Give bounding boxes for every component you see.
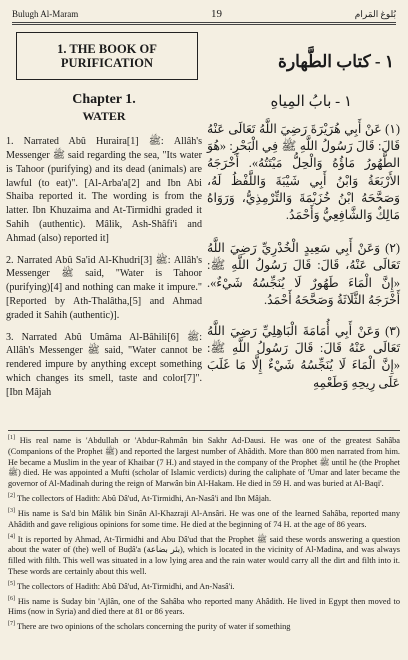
hadith-2-arabic: (٢) وَعَنْ أَبِي سَعِيدٍ الْخُدْرِيِّ رَضِيَ اللَّهُ تَعَالَى عَنْهُ، قَالَ: قَالَ رَسُولُ اللَّهِ ﷺ: «إِنَّ الْمَاءَ طَهُورٌ لَا يُنَجِّسُهُ شَيْءٌ». أَخْرَجَهُ الثَّلَاثَةُ وَصَحَّحَهُ أَحْمَدُ. — [207, 241, 400, 307]
english-column — [6, 32, 202, 400]
footnote: [2] The collectors of Hadith: Abû Dâ'ud, At-Tirmidhi, An-Nasâ'i and Ibn Mâjah. — [8, 493, 272, 504]
hadith-1-arabic: (١) عَنْ أَبِي هُرَيْرَةَ رَضِيَ اللَّهُ تَعَالَى عَنْهُ قَالَ: قَالَ رَسُولُ اللَّهِ ﷺ فِي الْبَحْرِ: «هُوَ الطَّهُورُ مَاؤُهُ وَالْحِلُّ مَيْتَتُهُ». أَخْرَجَهُ الأَرْبَعَةُ وَابْنُ أَبِي شَيْبَةَ وَاللَّفْظُ لَهُ، وَصَحَّحَهُ ابْنُ خُزَيْمَةَ وَالتِّرْمِذِيُّ، وَرَوَاهُ مَالِكٌ وَالشَّافِعِيُّ وَأَحْمَدُ. — [207, 122, 400, 223]
arabic-book-title: ١ - كتاب الطَّهارة — [278, 52, 394, 71]
arabic-chapter-title: ١ - بابُ المِياهِ — [270, 94, 352, 110]
book-title-line1: 1. THE BOOK OF — [57, 41, 157, 56]
footnote: [3] His name is Sa'd bin Mâlik bin Sinân Al-Khazraji Al-Ansâri. He was one of the learned Sahâba, reported many Ahâdith and gave religious opinions for some time. He died at the beginning of 74 H. at the age of 86 years. — [8, 507, 400, 529]
footnote: [6] His name is Suday bin 'Ajlân, one of the Sahâba who reported many Ahâdith. He lived in Egypt then moved to Hims (now in Syria) and died there at 81 or 86 years. — [8, 595, 400, 617]
hadith-1-english: 1. Narrated Abû Huraira[1] ﷺ: Allâh's Messenger ﷺ said regarding the sea, "Its water is Tahoor (purifying) and its dead (animals) are lawful (to eat)". [Al-Arba'a[2] and Ibn Abi Shaiba reported it. The wording is from the latter. Ibn Khuzaima and At-Tirmidhi graded it Sahih (authentic). Mâlik, Ash-Shâfi'i and Ahmad (also) reported it] — [6, 136, 203, 244]
chapter-title: WATER — [82, 108, 126, 123]
hadith-2-english: 2. Narrated Abû Sa'id Al-Khudri[3] ﷺ: Allâh's Messenger ﷺ said, "Water is Tahoor (purifying)[4] and nothing can make it impure." [Reported by Ath-Thalâtha,[5] and Ahmad graded it Sahih (authentic)]. — [6, 254, 203, 321]
chapter-number: Chapter 1. — [72, 92, 136, 107]
arabic-column — [207, 32, 400, 392]
chapter-heading — [6, 92, 202, 123]
book-title-line2: PURIFICATION — [60, 56, 154, 70]
header-rule — [12, 22, 396, 23]
footnotes — [8, 433, 400, 634]
header-book-title: Bulugh Al-Maram — [12, 9, 79, 19]
running-header — [12, 6, 396, 22]
footnote: [5] The collectors of Hadith: Abû Dâ'ud, At-Tirmidhi, and An-Nasâ'i. — [8, 580, 235, 591]
header-arabic-title: بُلوغ المَرام — [354, 8, 396, 19]
hadith-3-arabic: (٣) وَعَنْ أَبِي أُمَامَةَ الْبَاهِلِيِّ رَضِيَ اللَّهُ تَعَالَى عَنْهُ قَالَ: قَالَ رَسُولُ اللَّهِ ﷺ: «إِنَّ الْمَاءَ لَا يُنَجِّسُهُ شَيْءٌ إِلَّا مَا غَلَبَ عَلَى رِيحِهِ وَطَعْمِهِ — [207, 324, 400, 390]
header-rule-thin — [12, 24, 396, 25]
book-title-box — [16, 32, 198, 80]
footnote: [4] It is reported by Ahmad, At-Tirmidhi and Abu Dâ'ud that the Prophet ﷺ said these words answering a question about the water of (the) well of Buḍâ'a (بئر بضاعة), which is located in the vicinity of Al-Madina, and was always filled with filth. This well was situated in a low lying area and the rain water would carry all the dirt and filth into it. These words are certainly about this well. — [8, 533, 400, 577]
page-number: 19 — [211, 8, 222, 20]
footnote: [1] His real name is 'Abdullah or 'Abdur-Rahmân bin Sakhr Ad-Dausi. He was one of the greatest Sahâba (Companions of the Prophet ﷺ) and reported the largest number of Ahâdith. More than 800 men narrated from him. He became a Muslim in the year of Khaibar (7 H.) and stayed in the company of the Prophet ﷺ until he (the Prophet ﷺ) died. He was appointed a Mufti (scholar of Islamic verdicts) during the caliphate of 'Umar and later became the governor of Al-Madinah during the reign of Marwân bin Al-Hakam. He died in 59 H. and was buried at Al-Baqi'. — [8, 435, 400, 489]
footnote: [7] There are two opinions of the scholars concerning the purity of water if something — [8, 621, 291, 631]
footnote-rule — [8, 430, 400, 431]
hadith-3-english: 3. Narrated Abû Umâma Al-Bâhili[6] ﷺ: Allâh's Messenger ﷺ said, "Water cannot be rendered impure by anything except something which changes its smell, taste and color[7]". [Ibn Mâjah — [6, 331, 202, 398]
